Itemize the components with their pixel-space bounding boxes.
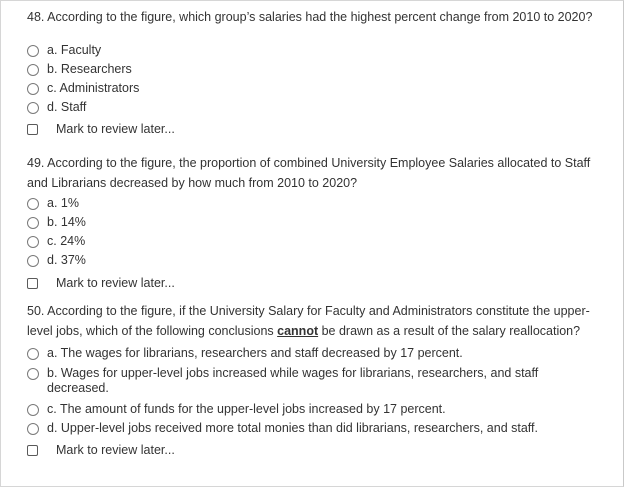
question-50	[27, 301, 597, 460]
answer-option-c[interactable]	[27, 400, 597, 419]
option-label: b. 14%	[47, 215, 86, 229]
question-prompt	[27, 301, 597, 341]
mark-review-label: Mark to review later...	[56, 443, 175, 457]
option-label: d. 37%	[47, 253, 86, 267]
answer-option-c[interactable]	[27, 232, 597, 251]
answer-option-b[interactable]	[27, 60, 597, 79]
option-label: c. The amount of funds for the upper-level jobs increased by 17 percent.	[47, 402, 446, 416]
review-checkbox[interactable]	[27, 445, 38, 456]
radio-button[interactable]	[27, 83, 39, 95]
radio-button[interactable]	[27, 404, 39, 416]
radio-button[interactable]	[27, 255, 39, 267]
answer-option-a[interactable]	[27, 194, 597, 213]
mark-for-review[interactable]	[27, 119, 597, 139]
question-prompt: 49. According to the figure, the proportion of combined University Employee Salaries allocated to Staff and Librarians decreased by how much from 2010 to 2020?	[27, 156, 591, 190]
option-label: c. 24%	[47, 234, 86, 248]
answer-option-b[interactable]	[27, 213, 597, 232]
radio-button[interactable]	[27, 423, 39, 435]
answer-option-d[interactable]	[27, 419, 597, 438]
mark-for-review[interactable]	[27, 273, 597, 293]
answer-options	[27, 194, 597, 270]
answer-option-c[interactable]	[27, 79, 597, 98]
radio-button[interactable]	[27, 45, 39, 57]
question-49	[27, 153, 597, 293]
radio-button[interactable]	[27, 368, 39, 380]
review-checkbox[interactable]	[27, 124, 38, 135]
mark-review-label: Mark to review later...	[56, 122, 175, 136]
prompt-text-end: be drawn as a result of the salary reallocation?	[318, 324, 581, 338]
prompt-text: 50. According to the figure, if the University Salary for Faculty and Administrators constitute the upper-level jobs, which of the following conclusions	[27, 304, 590, 338]
radio-button[interactable]	[27, 348, 39, 360]
radio-button[interactable]	[27, 198, 39, 210]
radio-button[interactable]	[27, 64, 39, 76]
answer-option-a[interactable]	[27, 344, 597, 363]
radio-button[interactable]	[27, 236, 39, 248]
review-checkbox[interactable]	[27, 278, 38, 289]
answer-option-d[interactable]	[27, 251, 597, 270]
radio-button[interactable]	[27, 217, 39, 229]
option-label: b. Wages for upper-level jobs increased while wages for librarians, researchers, and staff decreased.	[47, 366, 539, 395]
answer-option-d[interactable]	[27, 98, 597, 117]
question-48	[27, 7, 597, 139]
option-label: a. The wages for librarians, researchers and staff decreased by 17 percent.	[47, 346, 463, 360]
option-label: a. Faculty	[47, 43, 102, 57]
prompt-emphasis: cannot	[277, 324, 319, 338]
option-label: b. Researchers	[47, 62, 132, 76]
option-label: d. Staff	[47, 100, 87, 114]
question-prompt: 48. According to the figure, which group’s salaries had the highest percent change from 2010 to 2020?	[27, 10, 593, 24]
option-label: a. 1%	[47, 196, 79, 210]
answer-option-a[interactable]	[27, 41, 597, 60]
mark-review-label: Mark to review later...	[56, 276, 175, 290]
radio-button[interactable]	[27, 102, 39, 114]
answer-option-b[interactable]	[27, 366, 597, 396]
answer-options	[27, 344, 597, 438]
answer-options	[27, 41, 597, 117]
option-label: d. Upper-level jobs received more total monies than did librarians, researchers, and staff.	[47, 421, 538, 435]
mark-for-review[interactable]	[27, 440, 597, 460]
option-label: c. Administrators	[47, 81, 140, 95]
